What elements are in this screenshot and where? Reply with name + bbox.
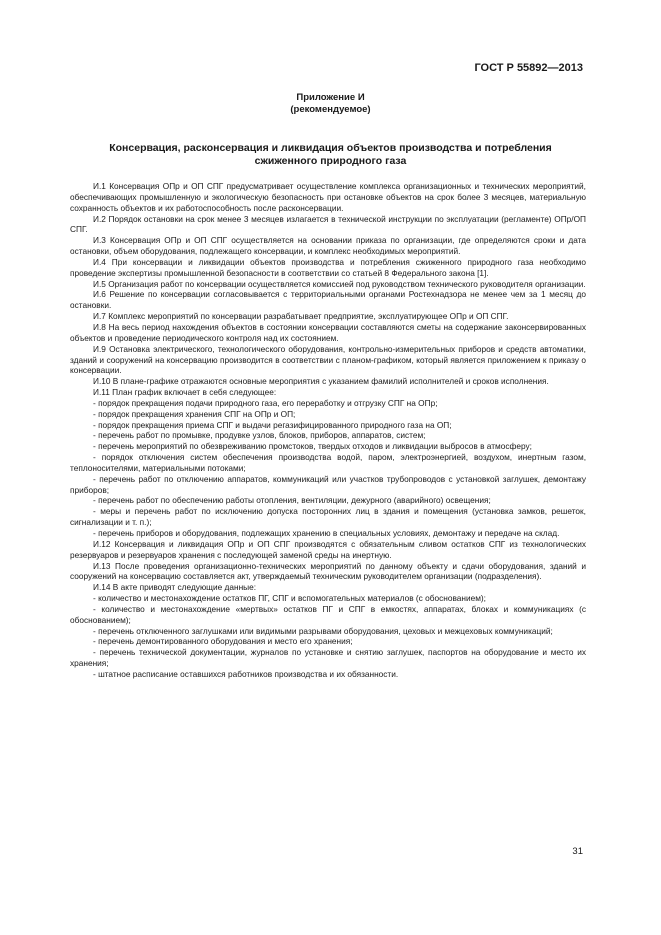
paragraph: И.1 Консервация ОПр и ОП СПГ предусматривает осуществление комплекса организационных и технических мероприятий, обеспечивающих промышленную и экологическую безопасность при остановке объектов на срок более 3 месяцев, материальную сохранность объектов и их работоспособность после расконсервации. xyxy=(70,181,586,213)
paragraph: И.10 В плане-графике отражаются основные мероприятия с указанием фамилий исполнителей и сроков исполнения. xyxy=(93,376,549,387)
list-item: - перечень работ по отключению аппаратов, коммуникаций или участков трубопроводов с установкой заглушек, демонтажу приборов; xyxy=(70,473,586,495)
paragraph: И.9 Остановка электрического, технологического оборудования, контрольно-измерительных приборов и средств автоматики, зданий и сооружений на консервацию производится в соответствии с планом-графиком, который является приложением к приказу о консервации. xyxy=(70,343,586,376)
paragraph: И.5 Организация работ по консервации осуществляется комиссией под руководством технического руководителя организации. xyxy=(93,278,586,289)
paragraph: И.2 Порядок остановки на срок менее 3 месяцев излагается в технической инструкции по эксплуатации (регламенте) ОПр/ОП СПГ. xyxy=(70,213,586,235)
list-item: - перечень мероприятий по обезвреживанию промстоков, твердых отходов и ликвидации выбросов в атмосферу; xyxy=(93,441,532,452)
list-item: - штатное расписание оставшихся работников производства и их обязанности. xyxy=(93,668,399,679)
paragraph: И.11 План график включает в себя следующее: xyxy=(93,387,277,398)
list-item: - порядок прекращения хранения СПГ на ОПр и ОП; xyxy=(93,408,296,419)
section-title-line-2: сжиженного природного газа xyxy=(254,155,407,167)
annex-heading xyxy=(0,92,661,116)
list-item: - перечень приборов и оборудования, подлежащих хранению в специальных условиях, демонтажу и передаче на склад. xyxy=(93,528,560,538)
paragraph: И.12 Консервация и ликвидация ОПр и ОП СПГ производятся с обязательным сливом остатков СПГ из технологических резервуаров и резервуаров хранения с последующей заменой среды на инертную. xyxy=(70,538,586,560)
section-title-line-1: Консервация, расконсервация и ликвидация объектов производства и потребления xyxy=(109,142,552,154)
paragraph: И.13 После проведения организационно-технических мероприятий по данному объекту и сдачи оборудования, зданий и сооружений на консервацию составляется акт, утверждаемый техническим руководителем организации (подразделения). xyxy=(70,560,586,582)
paragraph: И.7 Комплекс мероприятий по консервации разрабатывает предприятие, эксплуатирующее ОПр и ОП СПГ. xyxy=(93,311,509,322)
standard-number: ГОСТ Р 55892—2013 xyxy=(474,62,583,74)
list-item: - перечень демонтированного оборудования и место его хранения; xyxy=(93,636,353,647)
list-item: - количество и местонахождение остатков ПГ, СПГ и вспомогательных материалов (с обоснованием); xyxy=(93,593,486,604)
paragraph: И.14 В акте приводят следующие данные: xyxy=(93,582,257,593)
list-item: - порядок прекращения подачи природного газа, его переработку и отгрузку СПГ на ОПр; xyxy=(93,397,438,408)
list-item: - перечень работ по обеспечению работы отопления, вентиляции, дежурного (аварийного) освещения; xyxy=(93,495,491,506)
paragraph: И.6 Решение по консервации согласовывается с территориальными органами Ростехнадзора не менее чем за 1 месяц до остановки. xyxy=(70,289,586,311)
paragraph: И.4 При консервации и ликвидации объектов производства и потребления сжиженного природного газа необходимо проведение экспертизы промышленной безопасности в соответствии со статьей 8 Федерального закона [1]. xyxy=(70,256,586,278)
list-item: - перечень отключенного заглушками или видимыми разрывами оборудования, цеховых и межцеховых коммуникаций; xyxy=(93,625,553,636)
list-item: - меры и перечень работ по исключению допуска посторонних лиц в здания и помещения (установка замков, решеток, сигнализации и т. п.); xyxy=(70,506,586,528)
list-item: - перечень технической документации, журналов по установке и снятию заглушек, паспортов на оборудование и место их хранения; xyxy=(70,647,586,669)
annex-title: Приложение И xyxy=(296,92,365,103)
paragraph: И.3 Консервация ОПр и ОП СПГ осуществляется на основании приказа по организации, где определяются сроки и дата остановки, объем оборудования, подлежащего консервации, и комплекс необходимых мероприятий. xyxy=(70,235,586,257)
list-item: - порядок отключения систем обеспечения производства водой, паром, электроэнергией, воздухом, инертным газом, теплоносителями, материальными потоками; xyxy=(70,452,586,473)
paragraph: И.8 На весь период нахождения объектов в состоянии консервации составляются сметы на содержание законсервированных объектов и проведение периодического контроля над их состоянием. xyxy=(70,321,586,343)
page-number: 31 xyxy=(572,846,583,857)
section-title xyxy=(70,142,591,168)
document-body xyxy=(70,181,586,680)
list-item: - порядок прекращения приема СПГ и выдачи регазифицированного природного газа на ОП; xyxy=(93,419,452,430)
list-item: - количество и местонахождение «мертвых» остатков ПГ и СПГ в емкостях, аппаратах, блоках и коммуникациях (с обоснованием); xyxy=(70,603,586,625)
annex-subtitle: (рекомендуемое) xyxy=(290,104,371,115)
list-item: - перечень работ по промывке, продувке узлов, блоков, приборов, аппаратов, систем; xyxy=(93,430,426,441)
